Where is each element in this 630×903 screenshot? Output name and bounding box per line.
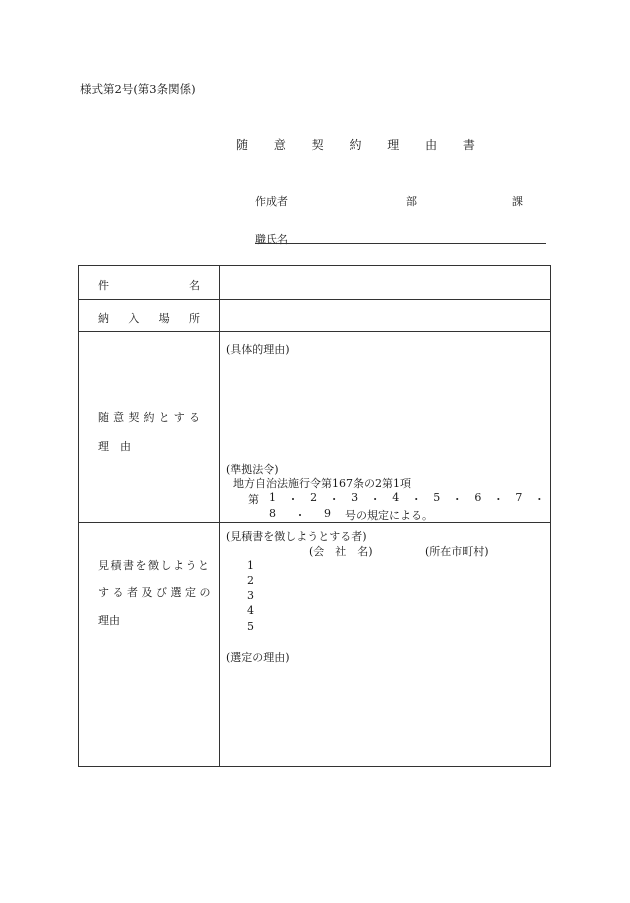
legal-basis-label: (準拠法令)	[226, 463, 279, 476]
legal-basis-text: 地方自治法施行令第167条の2第1項	[233, 477, 411, 490]
party-number: 3	[247, 589, 254, 602]
position-name-field-line[interactable]	[255, 243, 546, 244]
party-number: 2	[247, 574, 254, 587]
item-name-value[interactable]	[221, 266, 550, 298]
document-title: 随 意 契 約 理 由 書	[236, 138, 486, 152]
row-divider	[79, 331, 550, 332]
label-char: 所	[188, 312, 200, 325]
label-char: 意	[113, 411, 125, 424]
separator-dot: ・	[410, 493, 422, 506]
separator-dot: ・	[533, 493, 545, 506]
separator-dot: ・	[328, 493, 340, 506]
separator-dot: ・	[369, 493, 381, 506]
estimate-label-line3: 理由	[98, 614, 120, 627]
separator-dot: ・	[294, 509, 306, 522]
label-char: 名	[189, 279, 200, 292]
specific-reason-label: (具体的理由)	[226, 343, 290, 356]
form-number: 様式第2号(第3条関係)	[80, 82, 196, 96]
party-number: 4	[247, 604, 254, 617]
article-number[interactable]: 6	[474, 491, 482, 504]
estimate-label-line2: する者及び選定の	[98, 586, 214, 599]
position-name-label: 職氏名	[255, 233, 288, 246]
label-char: 入	[128, 312, 140, 325]
item-name-label	[98, 277, 200, 293]
label-char: す	[173, 411, 185, 424]
delivery-place-value[interactable]	[221, 300, 550, 331]
company-name-header: (会 社 名)	[309, 545, 373, 558]
department-label: 部	[406, 195, 417, 208]
article-number[interactable]: 9	[324, 507, 331, 520]
label-char: 納	[98, 312, 109, 325]
author-label: 作成者	[255, 195, 288, 208]
table-column-divider	[219, 266, 220, 766]
article-number[interactable]: 1	[269, 491, 276, 504]
delivery-place-label	[98, 310, 200, 326]
article-number[interactable]: 2	[310, 491, 318, 504]
separator-dot: ・	[492, 493, 504, 506]
separator-dot: ・	[451, 493, 463, 506]
article-number[interactable]: 7	[515, 491, 523, 504]
article-numbers-line1	[269, 491, 545, 507]
estimate-label-line1: 見積書を徴しようと	[98, 559, 211, 572]
label-char: と	[158, 411, 170, 424]
section-label: 課	[512, 195, 523, 208]
article-number[interactable]: 8	[269, 507, 276, 520]
label-char: 契	[128, 411, 140, 424]
article-number[interactable]: 5	[433, 491, 441, 504]
reason-label-line2: 理 由	[98, 440, 131, 453]
location-header: (所在市町村)	[425, 545, 489, 558]
label-char: 随	[98, 411, 109, 424]
party-number: 1	[247, 559, 254, 572]
separator-dot: ・	[287, 493, 299, 506]
article-numbers-line2	[269, 507, 331, 523]
article-suffix: 号の規定による。	[345, 509, 433, 522]
estimate-parties-label: (見積書を徴しようとする者)	[226, 530, 367, 543]
article-number[interactable]: 4	[392, 491, 400, 504]
reason-label-line1	[98, 409, 200, 425]
party-number: 5	[247, 620, 254, 633]
label-char: 件	[98, 279, 109, 292]
form-table	[78, 265, 551, 767]
label-char: 場	[158, 312, 170, 325]
article-prefix: 第	[248, 493, 259, 506]
label-char: 約	[143, 411, 155, 424]
article-number[interactable]: 3	[351, 491, 359, 504]
selection-reason-label: (選定の理由)	[226, 651, 290, 664]
label-char: る	[188, 411, 200, 424]
